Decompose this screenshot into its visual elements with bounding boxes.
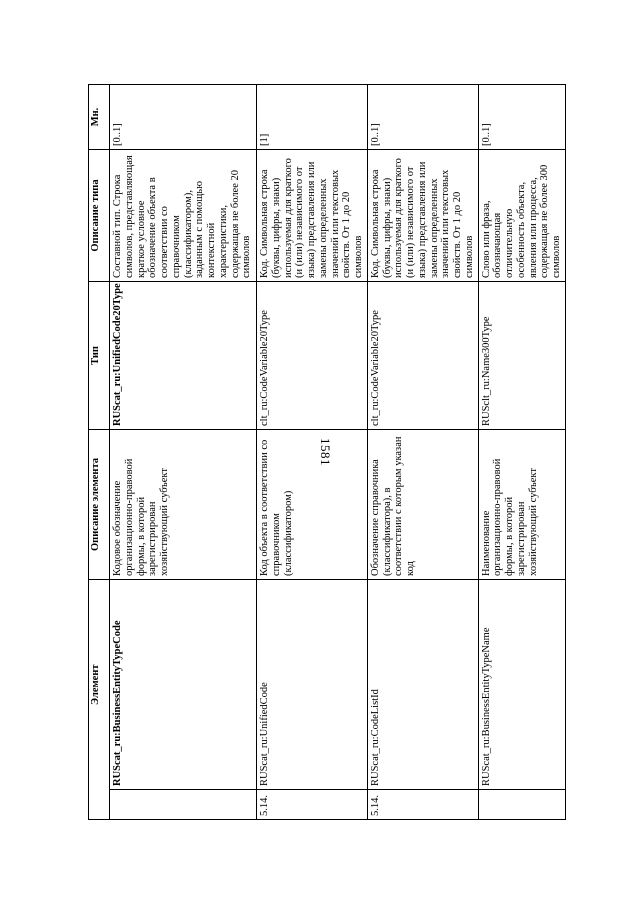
element-type: clt_ru:CodeVariable20Type xyxy=(257,282,368,430)
header-num-cell xyxy=(89,790,110,820)
element-name: RUScat_ru:UnifiedCode xyxy=(257,580,368,790)
header-element: Элемент xyxy=(89,580,110,790)
row-number: 5.14. xyxy=(367,790,478,820)
element-name: RUScat_ru:BusinessEntityTypeCode xyxy=(110,580,257,790)
header-type: Тип xyxy=(89,282,110,430)
row-number: 5.14. xyxy=(257,790,368,820)
header-type-description: Описание типа xyxy=(89,150,110,282)
table-row xyxy=(110,85,257,820)
type-description: Слово или фраза, обозначающая отличительную особенность объекта, явления или процесса, содержащая не более 300 символов xyxy=(478,150,565,282)
element-description: Кодовое обозначение организационно-правовой формы, в которой зарегистрирован хозяйствующий субъект xyxy=(110,430,257,580)
table-header-row xyxy=(89,85,110,820)
row-number xyxy=(110,790,257,820)
multiplicity: [0..1] xyxy=(478,85,565,150)
type-description: Код. Символьная строка (буквы, цифры, знаки) используемая для краткого (и (или) независимого от языка) представления или замены определенных значений или текстовых свойств. От 1 до 20 символов xyxy=(257,150,368,282)
header-multiplicity: Мн. xyxy=(89,85,110,150)
element-description: Обозначение справочника (классификатора), в соответствии с которым указан код xyxy=(367,430,478,580)
table-row xyxy=(478,85,565,820)
table-row xyxy=(367,85,478,820)
row-number xyxy=(478,790,565,820)
page-number: 1581 xyxy=(318,438,333,466)
type-description: Составной тип. Строка символов, представляющая краткое условное обозначение объекта в соответствии со справочником (классификатором), заданным с помощью контекстной характеристики, содержащая не более 20 символов xyxy=(110,150,257,282)
element-description: Наименование организационно-правовой формы, в которой зарегистрирован хозяйствующий субъект xyxy=(478,430,565,580)
multiplicity: [0..1] xyxy=(110,85,257,150)
multiplicity: [0..1] xyxy=(367,85,478,150)
element-name: RUScat_ru:CodeListId xyxy=(367,580,478,790)
element-type: RUScat_ru:UnifiedCode20Type xyxy=(110,282,257,430)
element-name: RUScat_ru:BusinessEntityTypeName xyxy=(478,580,565,790)
element-type: RUSclt_ru:Name300Type xyxy=(478,282,565,430)
multiplicity: [1] xyxy=(257,85,368,150)
element-description: Код объекта в соответствии со справочником (классификатором) xyxy=(257,430,368,580)
element-type: clt_ru:CodeVariable20Type xyxy=(367,282,478,430)
header-element-description: Описание элемента xyxy=(89,430,110,580)
rotated-table-page xyxy=(88,85,562,820)
table-row xyxy=(257,85,368,820)
type-description: Код. Символьная строка (буквы, цифры, знаки) используемая для краткого (и (или) независимого от языка) представления или замены определенных значений или текстовых свойств. От 1 до 20 символов xyxy=(367,150,478,282)
schema-table xyxy=(88,84,566,820)
